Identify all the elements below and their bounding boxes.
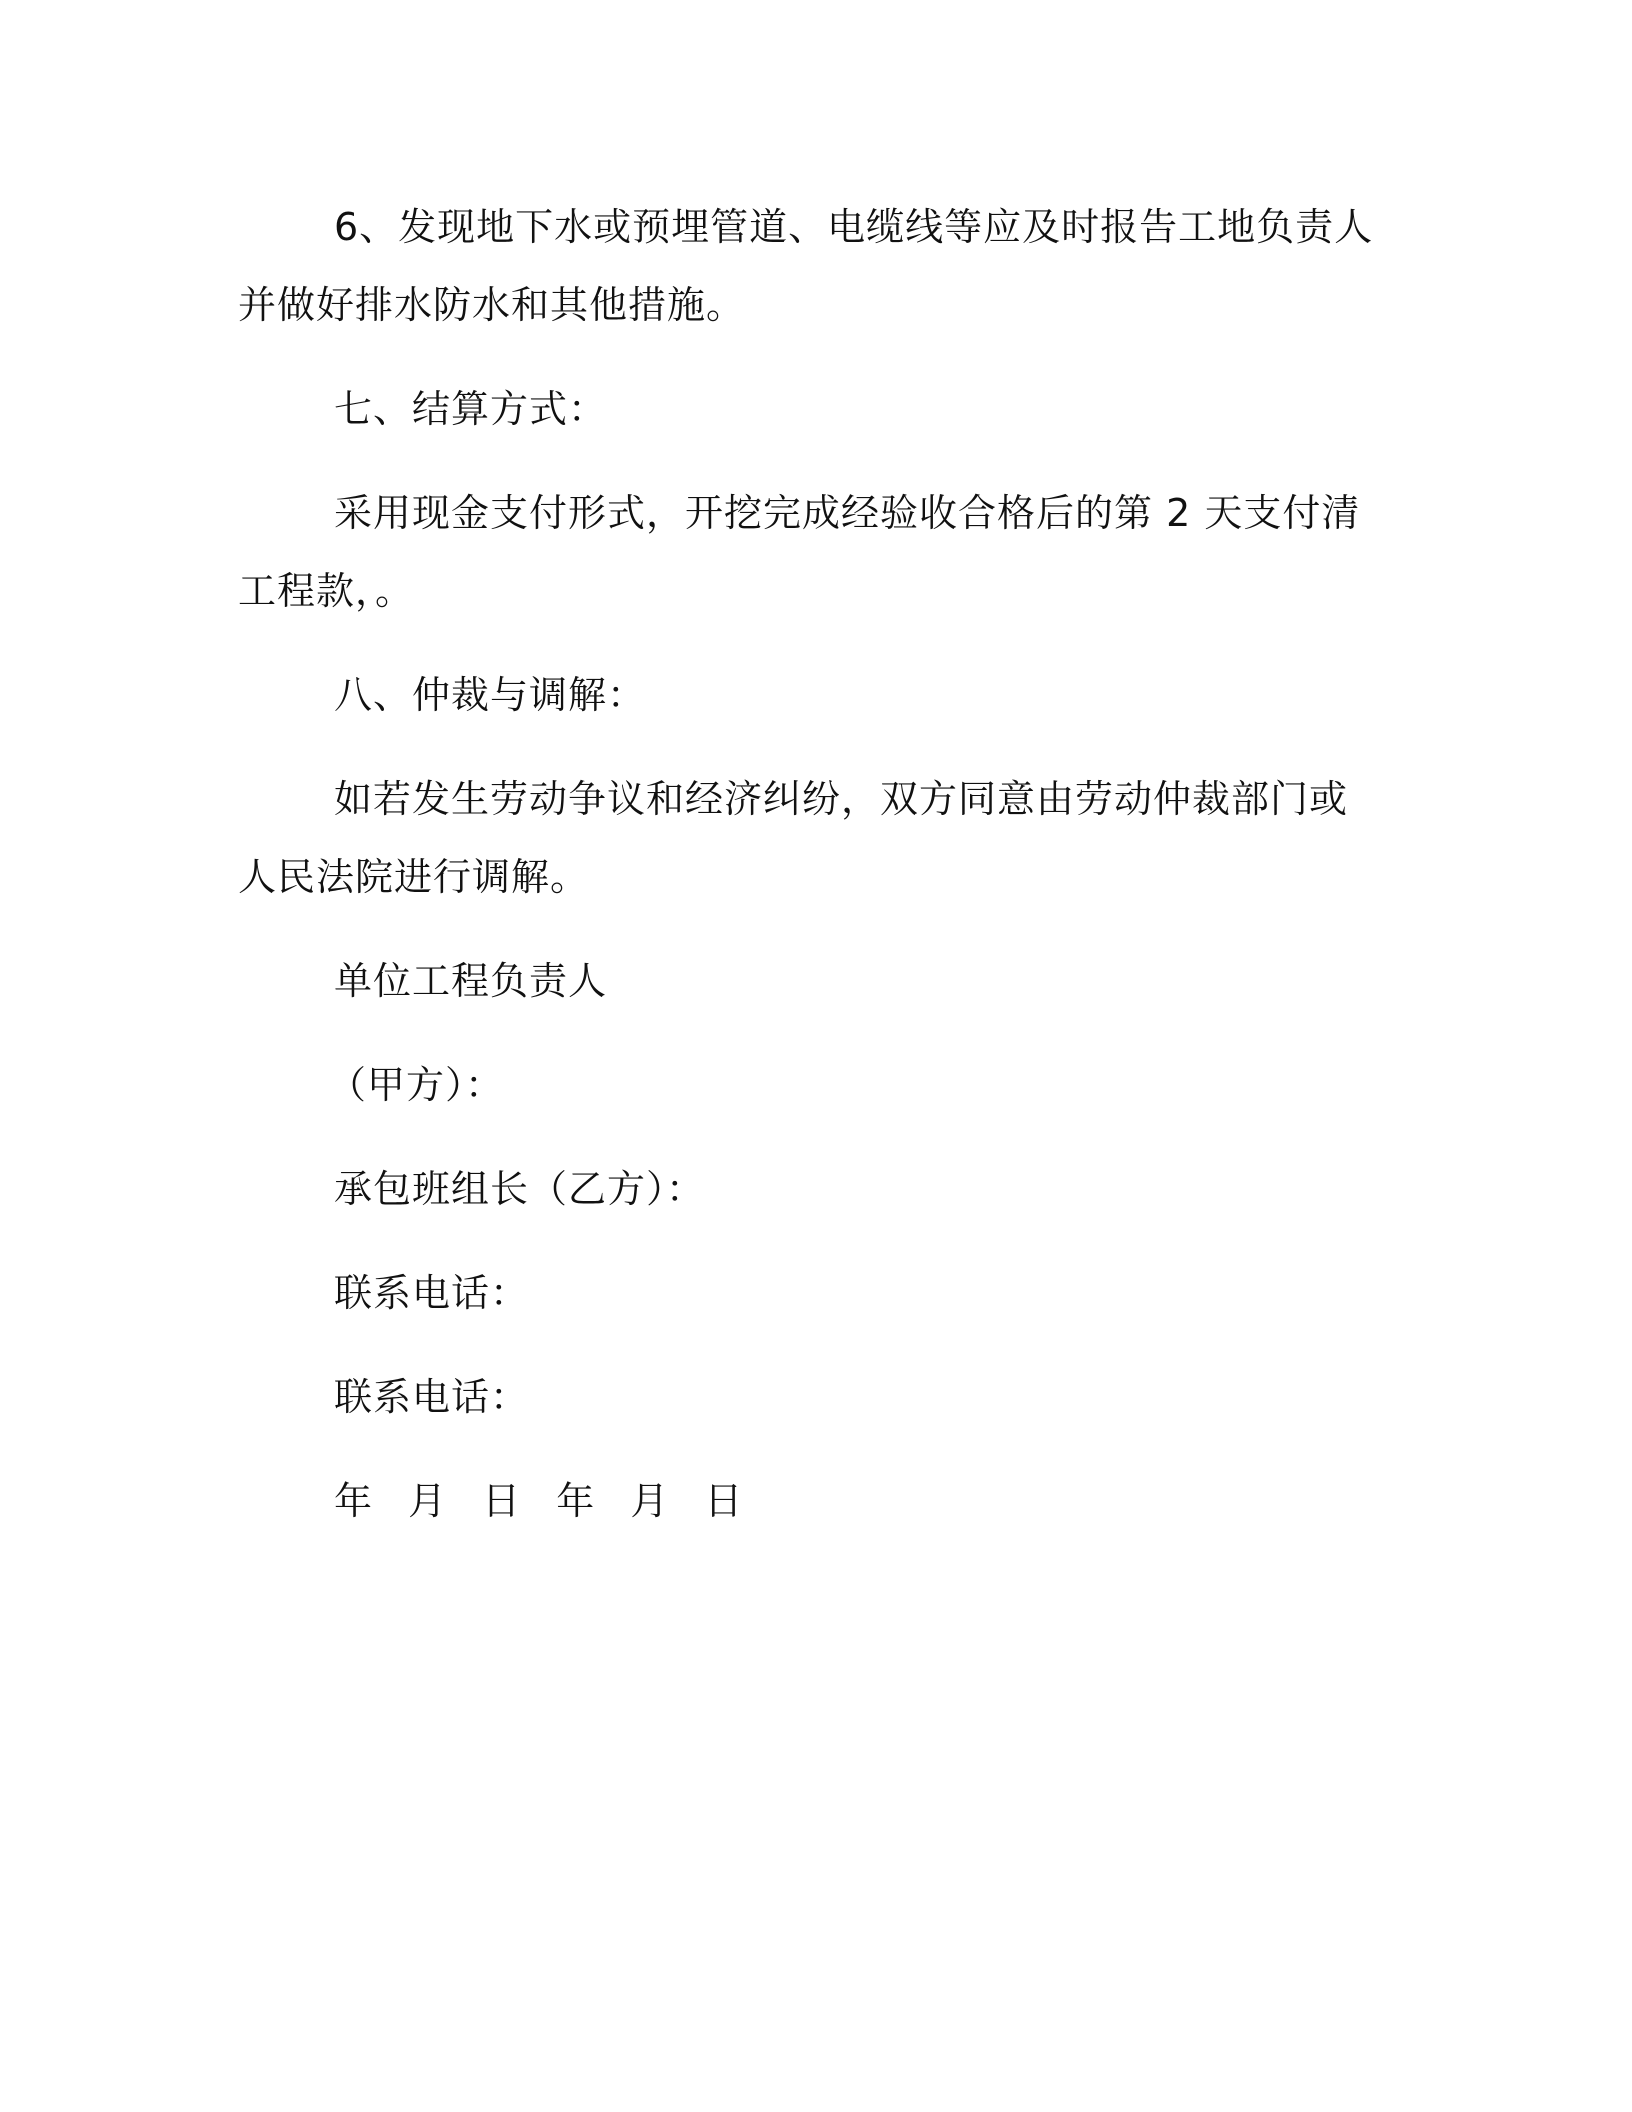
- phone-b-label: 联系电话：: [334, 1375, 530, 1419]
- party-a-title: 单位工程负责人: [334, 959, 608, 1003]
- section-8-paragraph: 如若发生劳动争议和经济纠纷，双方同意由劳动仲裁部门或人民法院进行调解。: [238, 777, 1349, 899]
- date-line: 年 月 日 年 月 日: [334, 1479, 755, 1523]
- party-b-label: 承包班组长（乙方）：: [334, 1167, 706, 1211]
- item-6-paragraph: 6、发现地下水或预埋管道、电缆线等应及时报告工地负责人并做好排水防水和其他措施。: [238, 205, 1374, 327]
- phone-a-label: 联系电话：: [334, 1271, 530, 1315]
- section-7-paragraph: 采用现金支付形式，开挖完成经验收合格后的第 2 天支付清工程款，。: [238, 491, 1361, 613]
- section-7-heading: 七、结算方式：: [334, 387, 608, 431]
- party-a-label: （甲方）：: [328, 1063, 505, 1107]
- document-body: [238, 188, 1378, 1566]
- section-8-heading: 八、仲裁与调解：: [334, 673, 647, 717]
